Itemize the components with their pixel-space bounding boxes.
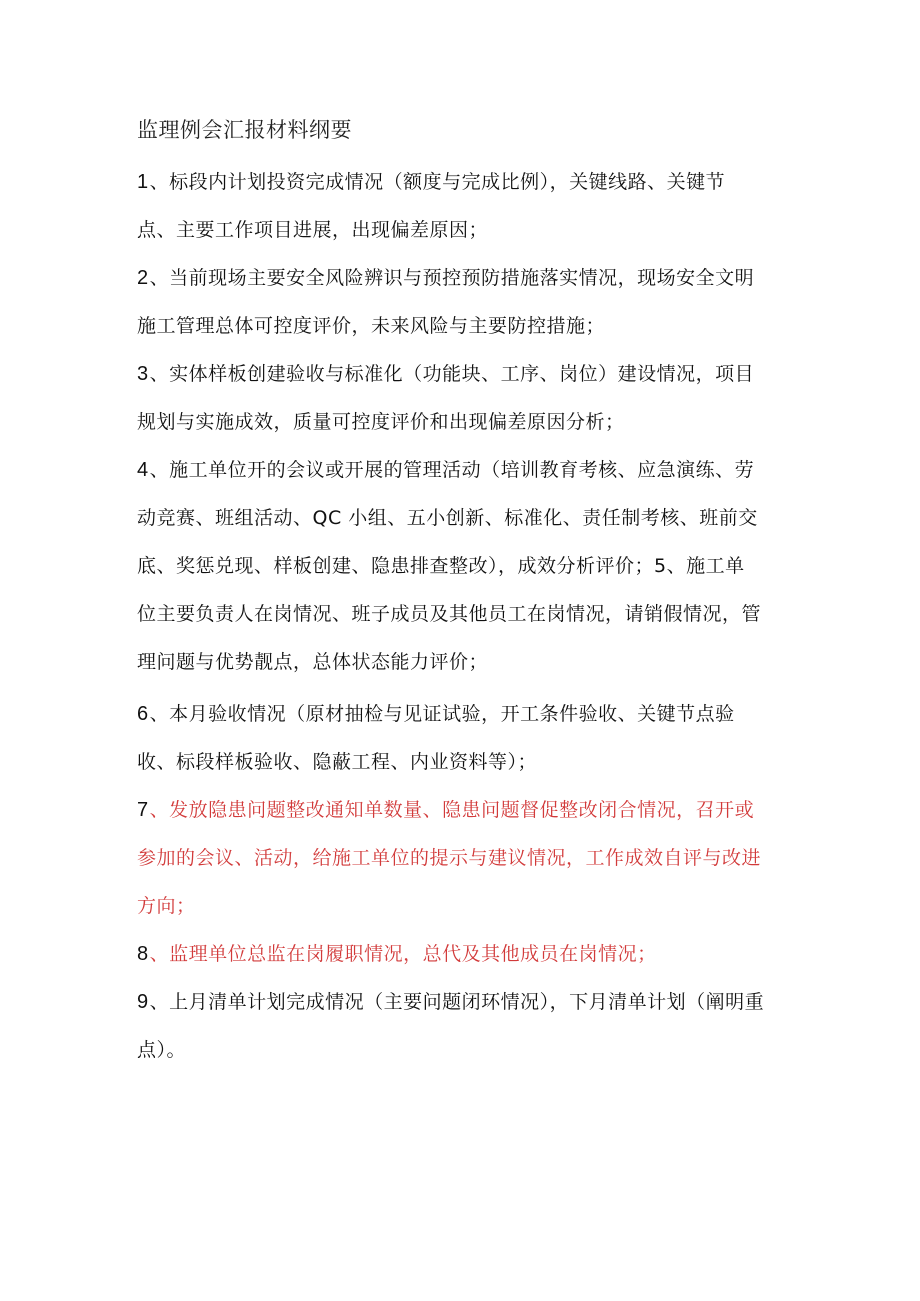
list-item-8 [137, 939, 657, 969]
item-number: 6 [137, 703, 149, 725]
list-item-5-cont [137, 599, 761, 629]
list-item-1-cont [137, 215, 488, 245]
item-number: 7 [137, 799, 149, 821]
item-number: 9 [137, 991, 149, 1013]
list-item-5-cont [137, 647, 488, 677]
list-item-9 [137, 987, 764, 1017]
list-item-2-cont [137, 311, 605, 341]
item-text: 施工管理总体可控度评价，未来风险与主要防控措施； [137, 315, 606, 337]
item-text: 、实体样板创建验收与标准化（功能块、工序、岗位）建设情况，项目 [149, 363, 755, 385]
item-text: 参加的会议、活动，给施工单位的提示与建议情况，工作成效自评与改进 [137, 847, 762, 869]
list-item-3-cont [137, 407, 625, 437]
item-number: 8 [137, 943, 149, 965]
item-text: 、本月验收情况（原材抽检与见证试验，开工条件验收、关键节点验 [149, 703, 735, 725]
list-item-6-cont [137, 747, 537, 777]
list-item-7-cont [137, 843, 761, 873]
item-text: 方向； [137, 895, 196, 917]
item-number: 1 [137, 171, 149, 193]
list-item-7 [137, 795, 754, 825]
list-item-4-cont [137, 503, 758, 533]
item-text: 点、主要工作项目进展，出现偏差原因； [137, 219, 489, 241]
list-item-4-cont [137, 551, 745, 581]
list-item-9-cont [137, 1035, 186, 1065]
item-text: 位主要负责人在岗情况、班子成员及其他员工在岗情况，请销假情况，管 [137, 603, 762, 625]
item-text: 收、标段样板验收、隐蔽工程、内业资料等）； [137, 751, 538, 773]
list-item-6 [137, 699, 735, 729]
item-text: 动竞赛、班组活动、QC 小组、五小创新、标准化、责任制考核、班前交 [137, 507, 758, 529]
item-number: 4 [137, 459, 149, 481]
item-text: 理问题与优势靓点，总体状态能力评价； [137, 651, 489, 673]
item-text: 、监理单位总监在岗履职情况，总代及其他成员在岗情况； [149, 943, 657, 965]
item-text: 、发放隐患问题整改通知单数量、隐患问题督促整改闭合情况，召开或 [149, 799, 755, 821]
item-text: 点）。 [137, 1039, 187, 1061]
list-item-3 [137, 359, 754, 389]
item-number: 2 [137, 267, 149, 289]
item-text: 规划与实施成效，质量可控度评价和出现偏差原因分析； [137, 411, 625, 433]
item-text: 、当前现场主要安全风险辨识与预控预防措施落实情况，现场安全文明 [149, 267, 755, 289]
list-item-7-cont [137, 891, 196, 921]
item-number: 3 [137, 363, 149, 385]
item-text: 、标段内计划投资完成情况（额度与完成比例），关键线路、关键节 [149, 171, 726, 193]
list-item-4 [137, 455, 754, 485]
item-text: 底、奖惩兑现、样板创建、隐患排查整改），成效分析评价；5、施工单 [137, 555, 745, 577]
item-text: 、施工单位开的会议或开展的管理活动（培训教育考核、应急演练、劳 [149, 459, 755, 481]
list-item-2 [137, 263, 754, 293]
list-item-1 [137, 167, 725, 197]
document-title: 监理例会汇报材料纲要 [137, 118, 352, 142]
item-text: 、上月清单计划完成情况（主要问题闭环情况），下月清单计划（阐明重 [149, 991, 765, 1013]
